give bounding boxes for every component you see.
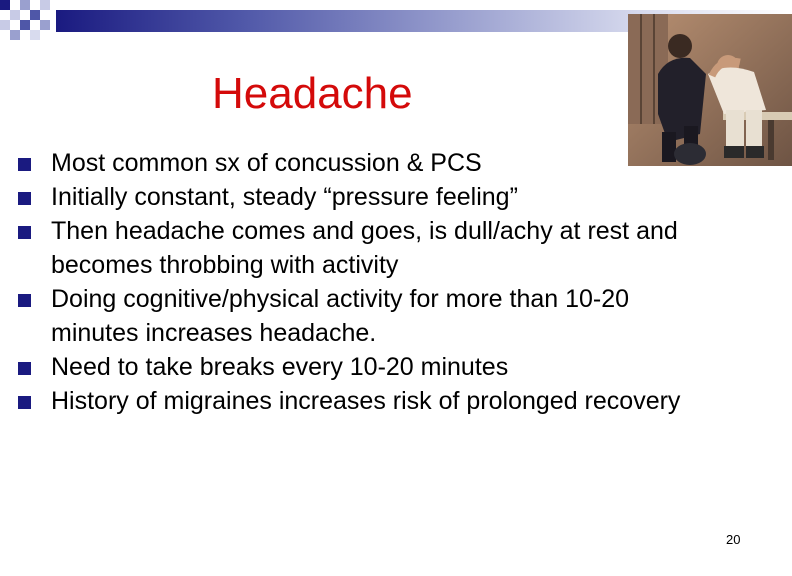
bullet-text: Need to take breaks every 10-20 minutes: [51, 353, 509, 381]
bullet-item: [18, 282, 698, 350]
square-bullet-icon: [18, 158, 31, 171]
bullet-item: [18, 180, 698, 214]
bullet-item: [18, 146, 698, 180]
bullet-text: History of migraines increases risk of prolonged recovery: [51, 387, 681, 415]
square-bullet-icon: [18, 362, 31, 375]
square-bullet-icon: [18, 294, 31, 307]
slide-title: Headache: [212, 69, 413, 118]
athlete-photo: [628, 14, 792, 166]
page-number: 20: [726, 532, 741, 547]
bullet-item: [18, 350, 698, 384]
square-bullet-icon: [18, 192, 31, 205]
square-bullet-icon: [18, 226, 31, 239]
bullet-text: Then headache comes and goes, is dull/achy at rest and becomes throbbing with activity: [51, 217, 678, 279]
bullet-list: [18, 146, 698, 418]
square-bullet-icon: [18, 396, 31, 409]
bullet-text: Initially constant, steady “pressure feeling”: [51, 183, 518, 211]
bullet-text: Most common sx of concussion & PCS: [51, 149, 482, 177]
bullet-text: Doing cognitive/physical activity for more than 10-20 minutes increases headache.: [51, 285, 630, 347]
bullet-item: [18, 214, 698, 282]
bullet-item: [18, 384, 698, 418]
